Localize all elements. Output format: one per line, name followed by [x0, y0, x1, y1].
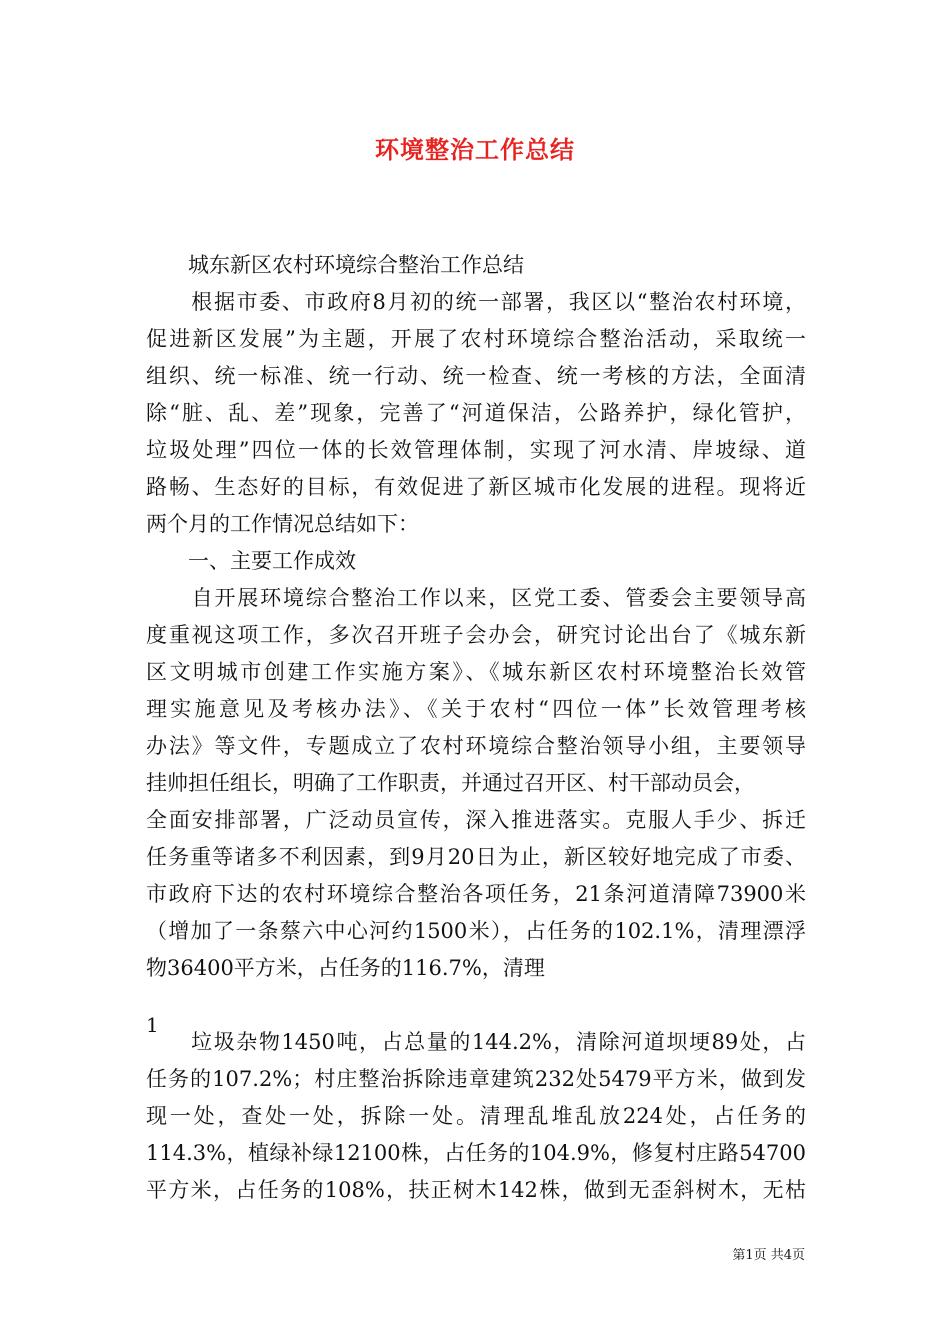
text-line: 除“脏、乱、差”现象，完善了“河道保洁，公路养护，绿化管护，: [146, 401, 806, 425]
text-line: 区文明城市创建工作实施方案》、《城东新区农村环境整治长效管: [146, 660, 806, 684]
paragraph-heading: 城东新区农村环境综合整治工作总结: [146, 253, 524, 277]
text-line: 路畅、生态好的目标，有效促进了新区城市化发展的进程。现将近: [146, 475, 806, 499]
text-line: 自开展环境综合整治工作以来，区党工委、管委会主要领导高: [146, 586, 806, 610]
text-line: 任务的107.2%；村庄整治拆除违章建筑232处5479平方米，做到发: [146, 1067, 806, 1091]
text-line: （增加了一条蔡六中心河约1500米），占任务的102.1%，清理漂浮: [146, 919, 806, 943]
text-line: 114.3%，植绿补绿12100株，占任务的104.9%，修复村庄路54700: [146, 1141, 806, 1165]
text-line: 度重视这项工作，多次召开班子会办会，研究讨论出台了《城东新: [146, 623, 806, 647]
text-line: 根据市委、市政府8月初的统一部署，我区以“整治农村环境，: [146, 290, 806, 314]
inline-page-number: 1: [146, 1013, 159, 1037]
text-line: 两个月的工作情况总结如下：: [146, 512, 419, 536]
text-line: 全面安排部署，广泛动员宣传，深入推进落实。克服人手少、拆迁: [146, 808, 806, 832]
text-line: 垃圾处理”四位一体的长效管理体制，实现了河水清、岸坡绿、道: [146, 438, 806, 462]
text-line: 挂帅担任组长，明确了工作职责，并通过召开区、村干部动员会，: [146, 771, 755, 795]
text-line: 物36400平方米，占任务的116.7%，清理: [146, 956, 545, 980]
text-line: 促进新区发展”为主题，开展了农村环境综合整治活动，采取统一: [146, 327, 806, 351]
page-footer: 第1页 共4页: [732, 1248, 805, 1263]
section-heading: 一、主要工作成效: [146, 549, 356, 573]
document-title: 环境整治工作总结: [375, 136, 575, 164]
text-line: 组织、统一标准、统一行动、统一检查、统一考核的方法，全面清: [146, 364, 806, 388]
text-line: 垃圾杂物1450吨，占总量的144.2%，清除河道坝埂89处，占: [146, 1030, 806, 1054]
text-line: 平方米，占任务的108%，扶正树木142株，做到无歪斜树木，无枯: [146, 1178, 806, 1202]
text-line: 现一处，查处一处，拆除一处。清理乱堆乱放224处，占任务的: [146, 1104, 806, 1128]
text-line: 市政府下达的农村环境综合整治各项任务，21条河道清障73900米: [146, 882, 806, 906]
text-line: 办法》等文件，专题成立了农村环境综合整治领导小组，主要领导: [146, 734, 806, 758]
text-line: 理实施意见及考核办法》、《关于农村“四位一体”长效管理考核: [146, 697, 806, 721]
text-line: 任务重等诸多不利因素，到9月20日为止，新区较好地完成了市委、: [146, 845, 806, 869]
